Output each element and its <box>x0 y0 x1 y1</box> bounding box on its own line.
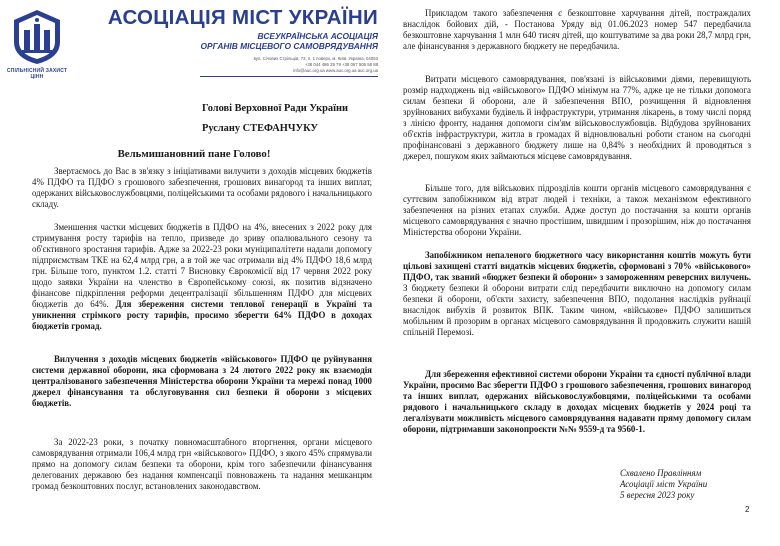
subtitle-line-2: ОРГАНІВ МІСЦЕВОГО САМОВРЯДУВАННЯ <box>200 40 378 51</box>
right-paragraph-2 <box>403 74 751 162</box>
subtitle-line-1: ВСЕУКРАЇНСЬКА АСОЦІАЦІЯ <box>257 31 378 41</box>
association-logo-icon <box>10 8 64 66</box>
right-p3-text: Більше того, для військових підрозділів кошти органів місцевого самоврядування є суттєвим запобіжником від втрат людей і техніки, а також механізмом ефективного забезпечення на різних етапах служби. Адже доступ до постачання за кошти органів місцевого самоврядування є значно простішим, швидшим і прозорішим, ніж до постачання Міністерства оборони України. <box>403 183 751 238</box>
organization-title: АСОЦІАЦІЯ МІСТ УКРАЇНИ <box>107 6 378 29</box>
left-paragraph-3 <box>32 354 372 409</box>
right-paragraph-3 <box>403 183 751 238</box>
addressee-line-2: Руслану СТЕФАНЧУКУ <box>202 123 319 134</box>
left-paragraph-4 <box>32 437 372 492</box>
left-paragraph-2 <box>32 222 372 332</box>
signature-line-1: Схвалено Правлінням <box>620 468 702 478</box>
left-p3-text: Вилучення з доходів місцевих бюджетів «військового» ПДФО це руйнування системи державної оборони, яка сформована з 24 лютого 2022 року як взаємодія централізованого забезпечення Міністерства оборони України та мережі понад 1000 джерел фінансування та обслуговування сил безпеки й оборони з місцевих бюджетів. <box>32 354 372 409</box>
contact-address: вул. Січових Стрільців, 73, п. 1 поверх, м. Київ, Україна, 04053 <box>253 56 378 61</box>
addressee-line-1: Голові Верховної Ради України <box>202 103 348 114</box>
right-paragraph-5 <box>403 369 751 435</box>
salutation: Вельмишановний пане Голово! <box>117 148 271 160</box>
right-paragraph-4 <box>403 250 751 338</box>
right-p4-bold-text: Запобіжником непаленого бюджетного часу використання коштів можуть бути цільові захищені статті видатків місцевих бюджетів, сформовані з 70% «військового» ПДФО, так званий «бюджет безпеки й оборони» з замороженням реверсних вилучень. <box>403 250 751 283</box>
right-p5-text: Для збереження ефективної системи оборони України та єдності публічної влади України, просимо Вас зберегти ПДФО з грошового забезпечення, грошових винагород та інших виплат, одержаних військовослужбовцями, поліцейськими та особами рядового і начальницького складу в доходах місцевих бюджетів у 2024 році та легалізувати можливість місцевого самоврядування надавати пряму допомогу силам оборони, підтримавши законопроєкти №№ 9559-д та 9560-1. <box>403 369 751 435</box>
header-divider <box>200 76 378 77</box>
left-p4-text: За 2022-23 роки, з початку повномасштабного вторгнення, органи місцевого самоврядування отримали 106,4 млрд грн «військового» ПДФО, з якого 45% спрямували прямо на допомогу силам безпеки та оборони, крім того забезпечили фінансування делегованих державою без надання компенсації повноважень та надання мешканцям громад безкоштовних послуг, встановлених законодавством. <box>32 437 372 492</box>
right-p1-text: Прикладом такого забезпечення є безкоштовне харчування дітей, постраждалих внаслідок бойових дій, - Постанова Уряду від 01.06.2023 номер 547 передбачила безкоштовне харчування 1 млн 640 тисяч дітей, що коштуватиме за два роки 28,7 млрд грн, але фінансування з державного бюджету не передбачила. <box>403 8 751 52</box>
signature-line-2: Асоціації міст України <box>620 479 708 489</box>
page-number: 2 <box>745 505 750 514</box>
signature-date: 5 вересня 2023 року <box>620 490 695 500</box>
approval-signature <box>620 468 707 501</box>
right-paragraph-1 <box>403 8 751 52</box>
left-p2-bold-text: Для збереження системи теплової генерації в Україні та уникнення стрімкого росту тарифів, просимо зберегти 64% ПДФО в доходах бюджетів громад. <box>32 299 373 332</box>
left-paragraph-1 <box>32 166 372 210</box>
organization-subtitle <box>150 32 378 51</box>
left-p2-text: Зменшення частки місцевих бюджетів в ПДФО на 4%, внесених з 2022 року для стримування росту тарифів на тепло, призведе до зриву опалювального сезону та об'єктивного зростання тарифів. Адже за 2022-23 роки муніципалітети надали допомогу підприємствам ТКЕ на 62,4 млрд грн, а в той же час отримали від 4% ПДФО 18,6 млрд грн. Більше того, пунктом 1.2. статті 7 Висновку Єврокомісії від 17 червня 2022 року щодо заявки України на членство в Європейському союзі, як позитив відзначено фінансове підкріплення реформи децентралізації збільшенням ПДФО для місцевих бюджетів до 64%. <box>32 222 372 310</box>
right-p2-text: Витрати місцевого самоврядування, пов'язані із військовими діями, перевищують розмір надходжень від «військового» ПДФО мінімум на 77%, адже це не тільки допомога силам безпеки й оборони, але й забезпечення ВПО, розчищення й відновлення зруйнованих вибухами будівель й інфраструктури, утримання лікарень, в тому числі поряд з лінією фронту, надання допомоги сім'ям військовослужбовців. Відбудова зруйнованих об'єктів інфраструктури, житла в громадах й відновлювальні роботи станом на сьогодні профінансовані з державного бюджету лише на 0,84% з необхідних й проводяться з джерел, пошуком яких займаються місцеве самоврядування. <box>403 74 751 162</box>
logo-caption: СПІЛЬНІСНИЙ ЗАХИСТ ЦІНН <box>6 68 68 80</box>
left-p1-text: Звертаємось до Вас в зв'язку з ініціативами вилучити з доходів місцевих бюджетів 4% ПДФО та ПДФО з грошового забезпечення, грошових винагород та інших виплат, одержаних військовослужбовцями, поліцейськими та особами рядового і начальницького складу. <box>32 166 372 210</box>
contact-phones: +38 044 486 29 79 +38 067 505 58 88 <box>304 62 378 68</box>
contact-web: info@auc.org.ua www.auc.org.ua auc.org.ua <box>293 68 378 74</box>
right-p4-text: З бюджету безпеки й оборони витрати слід передбачити виключно на допомогу силам безпеки й оборони, об'єкти захисту, забезпечення ВПО, подолання наслідків руйнації внаслідок вибухів й розвиток ВПК. Таким чином, «військове» ПДФО залишиться мобільним й прозорим в органах місцевого самоврядування й продовжить служити нашій спільній Перемозі. <box>403 283 751 338</box>
contact-block <box>200 56 378 75</box>
